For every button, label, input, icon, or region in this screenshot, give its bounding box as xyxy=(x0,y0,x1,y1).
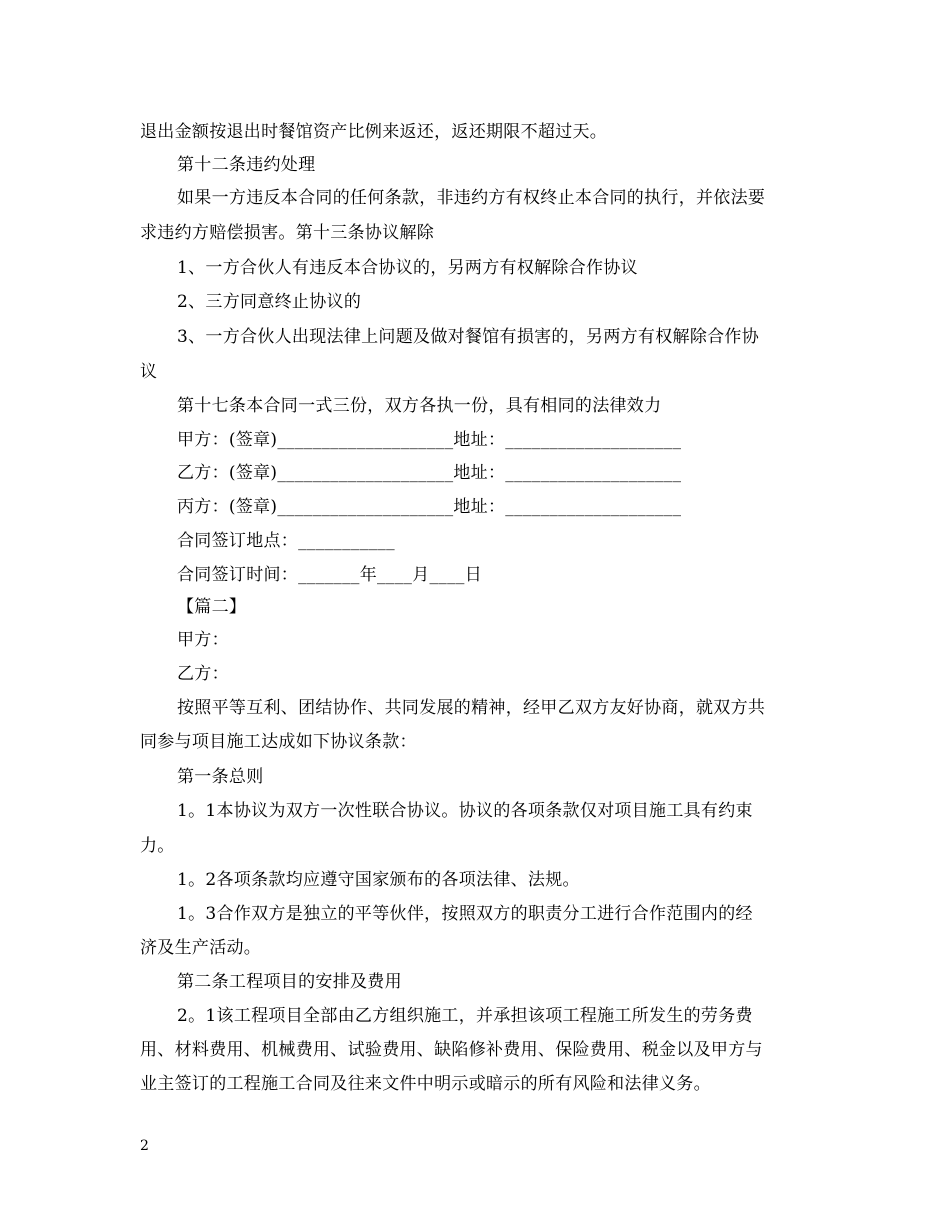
paragraph-line: 济及生产活动。 xyxy=(140,938,262,958)
signing-date-line: 合同签订时间：_______年____月____日 xyxy=(177,565,482,585)
paragraph-line: 力。 xyxy=(140,836,175,856)
paragraph-line: 业主签订的工程施工合同及往来文件中明示或暗示的所有风险和法律义务。 xyxy=(140,1074,711,1094)
paragraph-line: 退出金额按退出时餐馆资产比例来返还，返还期限不超过天。 xyxy=(140,122,608,142)
list-item: 2、三方同意终止协议的 xyxy=(177,292,362,312)
section-heading: 第十二条违约处理 xyxy=(177,155,316,175)
paragraph-line: 第十七条本合同一式三份，双方各执一份，具有相同的法律效力 xyxy=(177,396,662,416)
list-item: 1、一方合伙人有违反本合协议的，另两方有权解除合作协议 xyxy=(177,258,638,278)
signature-line-party-a: 甲方：(签章)____________________地址：____________________ xyxy=(177,430,682,450)
paragraph-line: 1。2各项条款均应遵守国家颁布的各项法律、法规。 xyxy=(177,870,580,890)
section-title: 【篇二】 xyxy=(177,597,247,617)
page-number: 2 xyxy=(140,1138,149,1154)
paragraph-line: 2。1该工程项目全部由乙方组织施工，并承担该项工程施工所发生的劳务费 xyxy=(177,1006,753,1026)
paragraph-line: 议 xyxy=(140,362,158,382)
paragraph-line: 求违约方赔偿损害。第十三条协议解除 xyxy=(140,223,435,243)
party-a-line: 甲方： xyxy=(177,630,229,650)
section-heading: 第一条总则 xyxy=(177,767,264,787)
signature-line-party-c: 丙方：(签章)____________________地址：____________________ xyxy=(177,497,682,517)
paragraph-line: 同参与项目施工达成如下协议条款： xyxy=(140,732,417,752)
section-heading: 第二条工程项目的安排及费用 xyxy=(177,972,402,992)
paragraph-line: 用、材料费用、机械费用、试验费用、缺陷修补费用、保险费用、税金以及甲方与 xyxy=(140,1040,763,1060)
list-item: 3、一方合伙人出现法律上问题及做对餐馆有损害的，另两方有权解除合作协 xyxy=(177,327,760,347)
party-b-line: 乙方： xyxy=(177,664,229,684)
paragraph-line: 按照平等互利、团结协作、共同发展的精神，经甲乙双方友好协商，就双方共 xyxy=(177,698,766,718)
paragraph-line: 如果一方违反本合同的任何条款，非违约方有权终止本合同的执行，并依法要 xyxy=(177,188,766,208)
signing-place-line: 合同签订地点：___________ xyxy=(177,531,395,551)
signature-line-party-b: 乙方：(签章)____________________地址：____________________ xyxy=(177,463,682,483)
paragraph-line: 1。3合作双方是独立的平等伙伴，按照双方的职责分工进行合作范围内的经 xyxy=(177,904,753,924)
paragraph-line: 1。1本协议为双方一次性联合协议。协议的各项条款仅对项目施工具有约束 xyxy=(177,801,753,821)
